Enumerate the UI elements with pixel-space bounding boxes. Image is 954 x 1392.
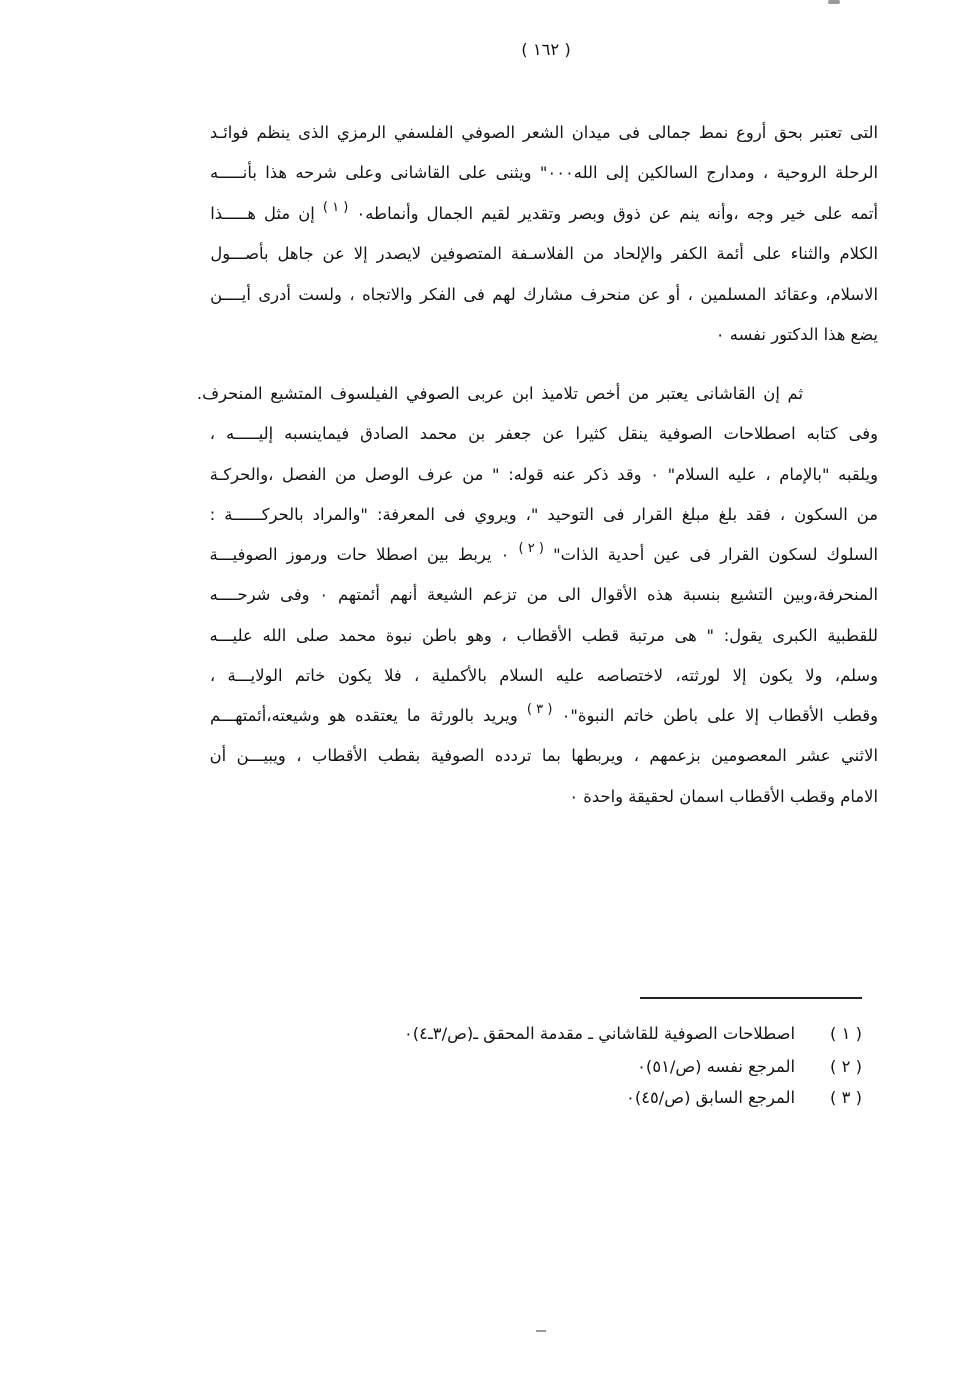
footnote-text: المرجع نفسه (ص/٥١)٠ <box>637 1057 795 1076</box>
footnote-ref: ( ٣ ) <box>526 702 553 718</box>
text-line <box>210 495 878 535</box>
scan-speck <box>536 1330 546 1332</box>
line-text: الاسلام، وعقائد المسلمين ، أو عن منحرف مشارك لهم فى الفكر والاتجاه ، ولست أدرى أيــــن <box>210 284 878 304</box>
line-text <box>210 535 878 577</box>
text-line <box>210 194 878 234</box>
line-text: من السكون ، فقد بلغ مبلغ القرار فى التوحيد "، ويروي فى المعرفة: "والمراد بالحركــــــة : <box>209 504 878 524</box>
text-line <box>210 455 878 495</box>
text-line <box>210 315 878 355</box>
line-text-part: أتمه على خير وجه ،وأنه ينم عن ذوق وبصر وتقدير لقيم الجمال وأنماطه٠ <box>356 203 878 223</box>
text-line <box>210 414 878 454</box>
line-text: الرحلة الروحية ، ومدارج السالكين إلى الله٠٠٠" ويثنى على القاشانى وعلى شرحه هذا بأنـــــه <box>210 163 878 183</box>
text-line <box>210 696 878 736</box>
text-line <box>210 575 878 615</box>
line-text: الاثني عشر المعصومين بزعمهم ، ويربطها بما تردده الصوفية بقطب الأقطاب ، ويبيـــن أن <box>209 746 878 766</box>
line-text <box>210 194 878 236</box>
line-text: ثم إن القاشانى يعتبر من أخص تلاميذ ابن عربى الصوفي الفيلسوف المتشيع المنحرف. <box>196 384 803 403</box>
text-line <box>210 153 878 193</box>
line-text: التى تعتبر بحق أروع نمط جمالى فى ميدان الشعر الصوفي الفلسفي الرمزي الذى ينظم فوائـد <box>209 123 878 142</box>
line-text: للقطبية الكبرى يقول: " هى مرتبة قطب الأقطاب ، وهو باطن نبوة محمد صلى الله عليـــه <box>209 625 878 645</box>
line-text-part: إن مثل هـــــذا <box>210 203 315 223</box>
line-text: يضع هذا الدكتور نفسه ٠ <box>715 324 878 344</box>
text-line <box>210 616 878 656</box>
page-number: ( ١٦٢ ) <box>521 40 571 59</box>
paragraph <box>210 113 878 355</box>
line-text: الامام وقطب الأقطاب اسمان لحقيقة واحدة ٠ <box>569 786 878 806</box>
text-line <box>210 736 878 776</box>
text-line <box>210 535 878 575</box>
text-line <box>197 374 803 414</box>
line-text-part: ويريد بالورثة ما يعتقده هو وشيعته،أئمتهـــم <box>209 706 518 725</box>
text-line <box>210 777 878 817</box>
footnote-ref: ( ٢ ) <box>518 541 544 557</box>
line-text: المنحرفة،وبين التشيع بنسبة هذه الأقوال الى من تزعم الشيعة أنهم أئمتهم ٠ وفى شرحــــه <box>209 585 878 605</box>
footnote-ref: ( ١ ) <box>322 199 349 215</box>
line-text-part: وقطب الأقطاب إلا على باطن خاتم النبوة"٠ <box>561 706 878 725</box>
footnote-separator <box>640 997 862 999</box>
line-text <box>210 696 878 738</box>
paragraph <box>196 374 878 817</box>
text-line <box>210 275 878 315</box>
line-text: وفى كتابه اصطلاحات الصوفية ينقل كثيرا عن جعفر بن محمد الصادق فيماينسبه إليـــــه ، <box>209 424 878 444</box>
line-text: ويلقبه "بالإمام ، عليه السلام" ٠ وقد ذكر عنه قوله: " من عرف الوصل من الفصل ،والحركـة <box>209 464 878 484</box>
footnote <box>0 1051 954 1083</box>
footnote-marker: ( ٢ ) <box>830 1057 862 1076</box>
text-line <box>210 113 878 153</box>
scan-speck <box>828 0 840 4</box>
footnote-marker: ( ١ ) <box>830 1024 862 1043</box>
footnote-marker: ( ٣ ) <box>830 1088 862 1107</box>
line-text: الكلام والثناء على أئمة الكفر والإلحاد من الفلاسـفة المتصوفين لايصدر إلا عن جاهل بأصـــول <box>210 244 878 264</box>
line-text: وسلم، ولا يكون إلا لورثته، لاختصاصه عليه السلام بالأكملية ، فلا يكون خاتم الولايـــة ، <box>209 665 878 685</box>
footnote-text: المرجع السابق (ص/٤٥)٠ <box>626 1088 795 1107</box>
line-text-part: ٠ يربط بين اصطلا حات ورموز الصوفيـــة <box>209 545 510 564</box>
footnote-text: اصطلاحات الصوفية للقاشاني ـ مقدمة المحقق ـ(ص/٣ـ٤)٠ <box>403 1024 795 1043</box>
text-line <box>210 234 878 274</box>
footnote <box>0 1082 954 1114</box>
footnote <box>0 1018 954 1050</box>
line-text-part: السلوك لسكون القرار فى عين أحدية الذات" <box>553 545 878 564</box>
